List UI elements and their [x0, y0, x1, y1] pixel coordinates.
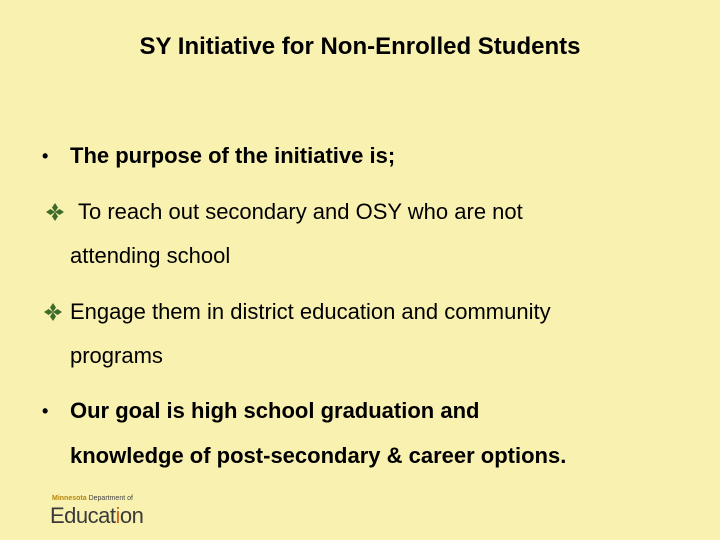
logo-wordmark-accent: i	[115, 503, 120, 528]
logo-department: Department of	[88, 495, 133, 502]
diamond-bullet-icon	[44, 303, 62, 321]
logo-department-line	[52, 494, 133, 503]
slide-title: SY Initiative for Non-Enrolled Students	[139, 33, 581, 60]
bullet-dot-icon: •	[42, 146, 49, 166]
bullet-text: Engage them in district education and community	[70, 299, 551, 324]
diamond-bullet-icon	[46, 203, 64, 221]
logo-wordmark-end: on	[119, 503, 144, 528]
logo-state: Minnesota	[52, 495, 87, 502]
mde-logo	[50, 494, 170, 534]
bullet-text: programs	[70, 343, 163, 368]
bullet-dot-icon: •	[42, 401, 49, 421]
logo-wordmark	[50, 503, 143, 529]
bullet-text: attending school	[70, 243, 231, 268]
logo-wordmark-start: Educat	[50, 503, 116, 528]
bullet-text: The purpose of the initiative is;	[70, 143, 396, 168]
bullet-text: Our goal is high school graduation and	[70, 398, 480, 423]
bullet-text: knowledge of post-secondary & career options.	[70, 443, 567, 468]
bullet-text: To reach out secondary and OSY who are not	[78, 199, 523, 224]
